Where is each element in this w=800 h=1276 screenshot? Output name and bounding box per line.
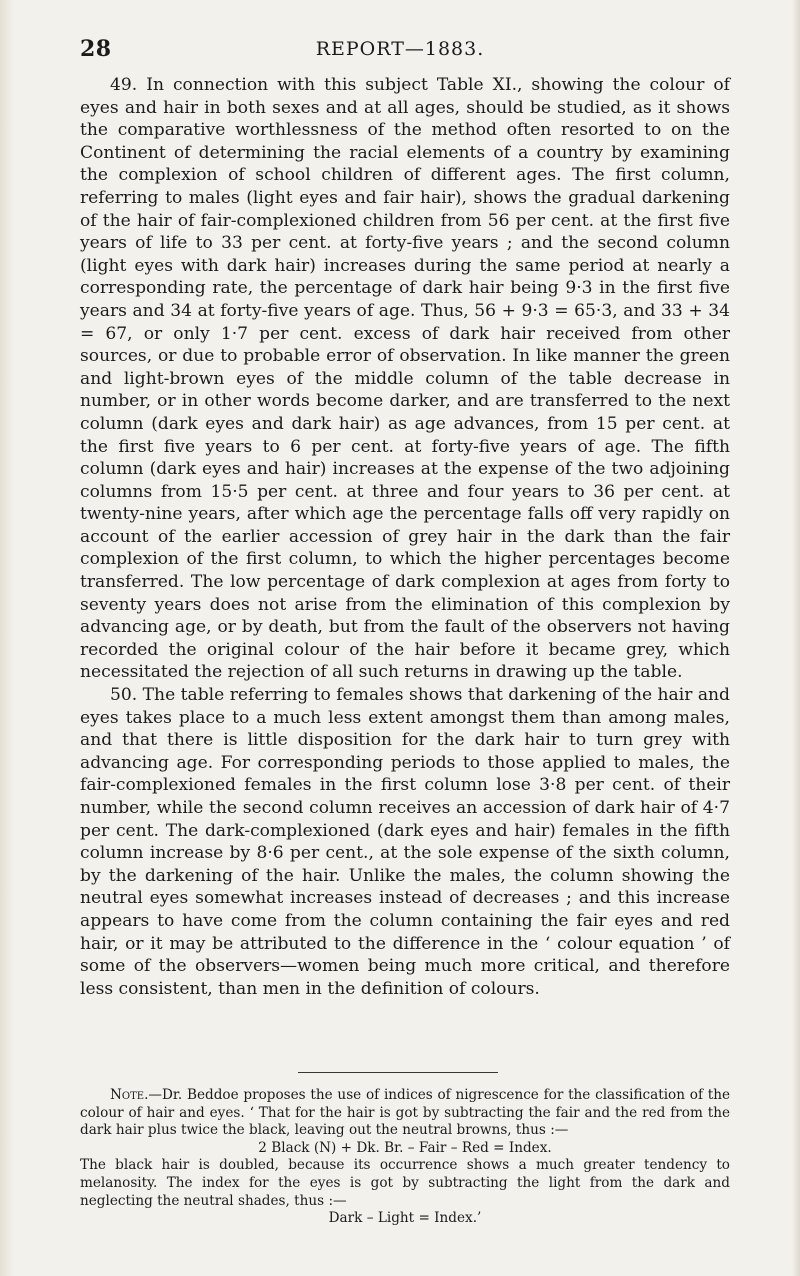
footnote-rule [298,1072,498,1073]
page-number: 28 [80,36,112,62]
note-middle-text: The black hair is doubled, because its occurrence shows a much greater tendency to melanosity. The index for the eyes is got by subtracting the light from the dark and neglecting the neutral shades, thus :— [80,1157,730,1209]
note-formula-hair: 2 Black (N) + Dk. Br. – Fair – Red = Index. [258,1139,552,1156]
note-intro [80,1087,730,1140]
footnote [80,1087,730,1228]
page-header [80,36,720,64]
binding-shadow [0,0,14,1276]
paragraph-49: 49. In connection with this subject Table XI., showing the colour of eyes and hair in both sexes and at all ages, should be studied, as it shows the comparative worthlessness of the method often resorted to on the Continent of determining the racial elements of a country by examining the complexion of school children of different ages. The first column, referring to males (light eyes and fair hair), shows the gradual darkening of the hair of fair-complexioned children from 56 per cent. at the first five years of life to 33 per cent. at forty-five years ; and the second column (light eyes with dark hair) increases during the same period at nearly a corresponding rate, the percentage of dark hair being 9·3 in the first five years and 34 at forty-five years of age. Thus, 56 + 9·3 = 65·3, and 33 + 34 = 67, or only 1·7 per cent. excess of dark hair received from other sources, or due to probable error of observation. In like manner the green and light-brown eyes of the middle column of the table decrease in number, or in other words become darker, and are transferred to the next column (dark eyes and dark hair) as age advances, from 15 per cent. at the first five years to 6 per cent. at forty-five years of age. The fifth column (dark eyes and hair) increases at the expense of the two adjoining columns from 15·5 per cent. at three and four years to 36 per cent. at twenty-nine years, after which age the percentage falls off very rapidly on account of the earlier accession of grey hair in the dark than the fair complexion of the first column, to which the higher percentages become transferred. The low percentage of dark complexion at ages from forty to seventy years does not arise from the elimination of this complexion by advancing age, or by death, but from the fault of the observers not having recorded the original colour of the hair before it became grey, which necessitated the rejection of all such returns in drawing up the table. [80,75,730,683]
note-formula-eyes: Dark – Light = Index.’ [328,1210,482,1227]
paragraph-50: 50. The table referring to females shows that darkening of the hair and eyes takes place to a much less extent amongst them than among males, and that there is little disposition for the dark hair to turn grey with advancing age. For corresponding periods to those applied to males, the fair-complexioned females in the first column lose 3·8 per cent. of their number, while the second column receives an accession of dark hair of 4·7 per cent. The dark-complexioned (dark eyes and hair) females in the fifth column increase by 8·6 per cent., at the sole expense of the sixth column, by the darkening of the hair. Unlike the males, the column showing the neutral eyes somewhat increases instead of decreases ; and this increase appears to have come from the column containing the fair eyes and red hair, or it may be attributed to the difference in the ‘ colour equation ’ of some of the observers—women being much more critical, and therefore less consistent, than men in the definition of colours. [80,685,730,999]
note-label: Note. [110,1087,149,1103]
running-title: REPORT—1883. [315,38,485,60]
note-intro-text: —Dr. Beddoe proposes the use of indices of nigrescence for the classification of the colour of hair and eyes. ‘ That for the hair is got by subtracting the fair and the red from the dark hair plus twice the black, leaving out the neutral browns, thus :— [80,1087,730,1139]
page-edge-shadow [792,0,800,1276]
main-text [80,74,730,1000]
